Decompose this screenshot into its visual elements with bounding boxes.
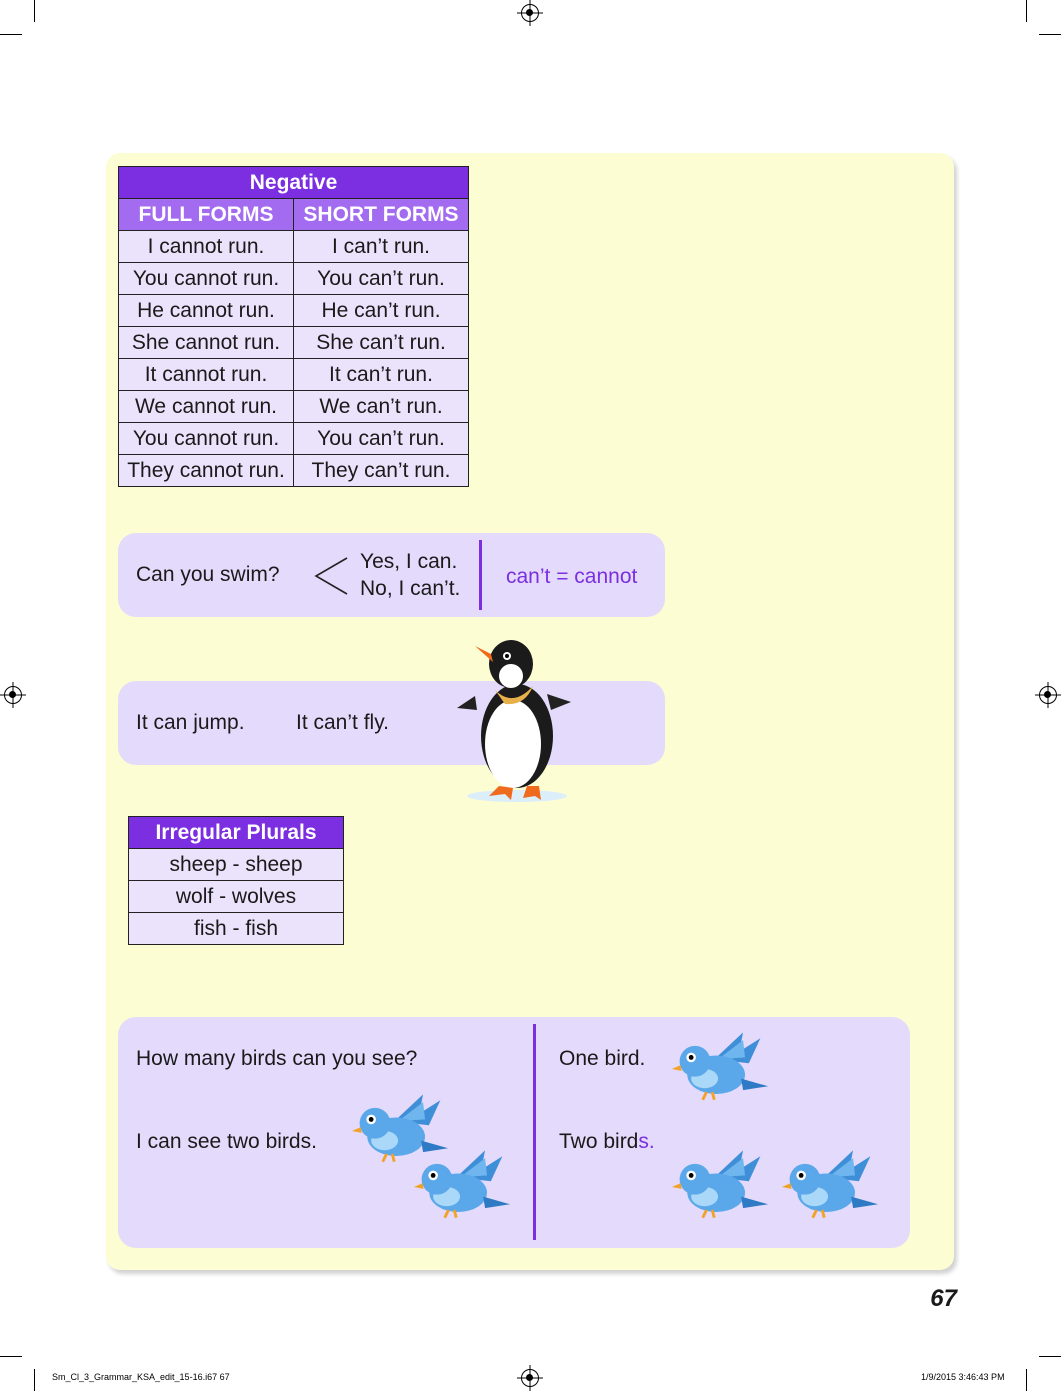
full-form-cell: You cannot run. bbox=[119, 263, 294, 295]
short-forms-header: SHORT FORMS bbox=[294, 199, 469, 231]
swim-answer-yes: Yes, I can. bbox=[360, 550, 458, 573]
crop-mark bbox=[0, 1356, 22, 1357]
short-form-cell: We can’t run. bbox=[294, 391, 469, 423]
birds-divider bbox=[533, 1024, 536, 1240]
registration-mark-icon bbox=[4, 686, 22, 704]
short-form-cell: I can’t run. bbox=[294, 231, 469, 263]
bird-icon bbox=[670, 1028, 770, 1108]
short-form-cell: They can’t run. bbox=[294, 455, 469, 487]
swim-answer-no: No, I can’t. bbox=[360, 577, 461, 600]
short-form-cell: She can’t run. bbox=[294, 327, 469, 359]
penguin-illustration bbox=[455, 636, 575, 808]
crop-mark bbox=[34, 1369, 35, 1391]
crop-mark bbox=[1026, 1369, 1027, 1391]
footer-file-slug: Sm_Cl_3_Grammar_KSA_edit_15-16.i67 67 bbox=[52, 1372, 230, 1382]
plural-suffix: s. bbox=[638, 1130, 655, 1153]
plural-row: fish - fish bbox=[129, 913, 344, 945]
swim-question: Can you swim? bbox=[136, 563, 280, 586]
registration-mark-icon bbox=[521, 4, 539, 22]
two-birds-stem: Two bird bbox=[559, 1130, 639, 1153]
birds-answer: I can see two birds. bbox=[136, 1130, 317, 1153]
branch-bracket-icon bbox=[313, 556, 349, 596]
full-form-cell: I cannot run. bbox=[119, 231, 294, 263]
bird-icon bbox=[412, 1146, 512, 1226]
page-number: 67 bbox=[930, 1285, 957, 1312]
full-form-cell: It cannot run. bbox=[119, 359, 294, 391]
cant-equals-cannot-note: can’t = cannot bbox=[506, 565, 638, 588]
bird-icon bbox=[780, 1146, 880, 1226]
full-form-cell: We cannot run. bbox=[119, 391, 294, 423]
short-form-cell: It can’t run. bbox=[294, 359, 469, 391]
irregular-plurals-title: Irregular Plurals bbox=[129, 817, 344, 849]
full-form-cell: She cannot run. bbox=[119, 327, 294, 359]
crop-mark bbox=[1039, 34, 1061, 35]
plural-row: wolf - wolves bbox=[129, 881, 344, 913]
full-forms-header: FULL FORMS bbox=[119, 199, 294, 231]
crop-mark bbox=[1026, 0, 1027, 22]
registration-mark-icon bbox=[521, 1369, 539, 1387]
crop-mark bbox=[34, 0, 35, 22]
two-birds-label bbox=[559, 1130, 655, 1154]
crop-mark bbox=[1039, 1356, 1061, 1357]
full-form-cell: They cannot run. bbox=[119, 455, 294, 487]
jump-positive-sentence: It can jump. bbox=[136, 711, 245, 734]
bird-icon bbox=[670, 1146, 770, 1226]
footer-datetime: 1/9/2015 3:46:43 PM bbox=[921, 1372, 1005, 1382]
crop-mark bbox=[0, 34, 22, 35]
birds-question: How many birds can you see? bbox=[136, 1047, 418, 1070]
full-form-cell: He cannot run. bbox=[119, 295, 294, 327]
jump-negative-sentence: It can’t fly. bbox=[296, 711, 389, 734]
negative-table bbox=[118, 166, 469, 487]
swim-divider bbox=[479, 540, 482, 610]
registration-mark-icon bbox=[1039, 686, 1057, 704]
short-form-cell: He can’t run. bbox=[294, 295, 469, 327]
short-form-cell: You can’t run. bbox=[294, 423, 469, 455]
short-form-cell: You can’t run. bbox=[294, 263, 469, 295]
full-form-cell: You cannot run. bbox=[119, 423, 294, 455]
plural-row: sheep - sheep bbox=[129, 849, 344, 881]
irregular-plurals-table bbox=[128, 816, 344, 945]
one-bird-label: One bird. bbox=[559, 1047, 646, 1070]
negative-table-title: Negative bbox=[119, 167, 469, 199]
